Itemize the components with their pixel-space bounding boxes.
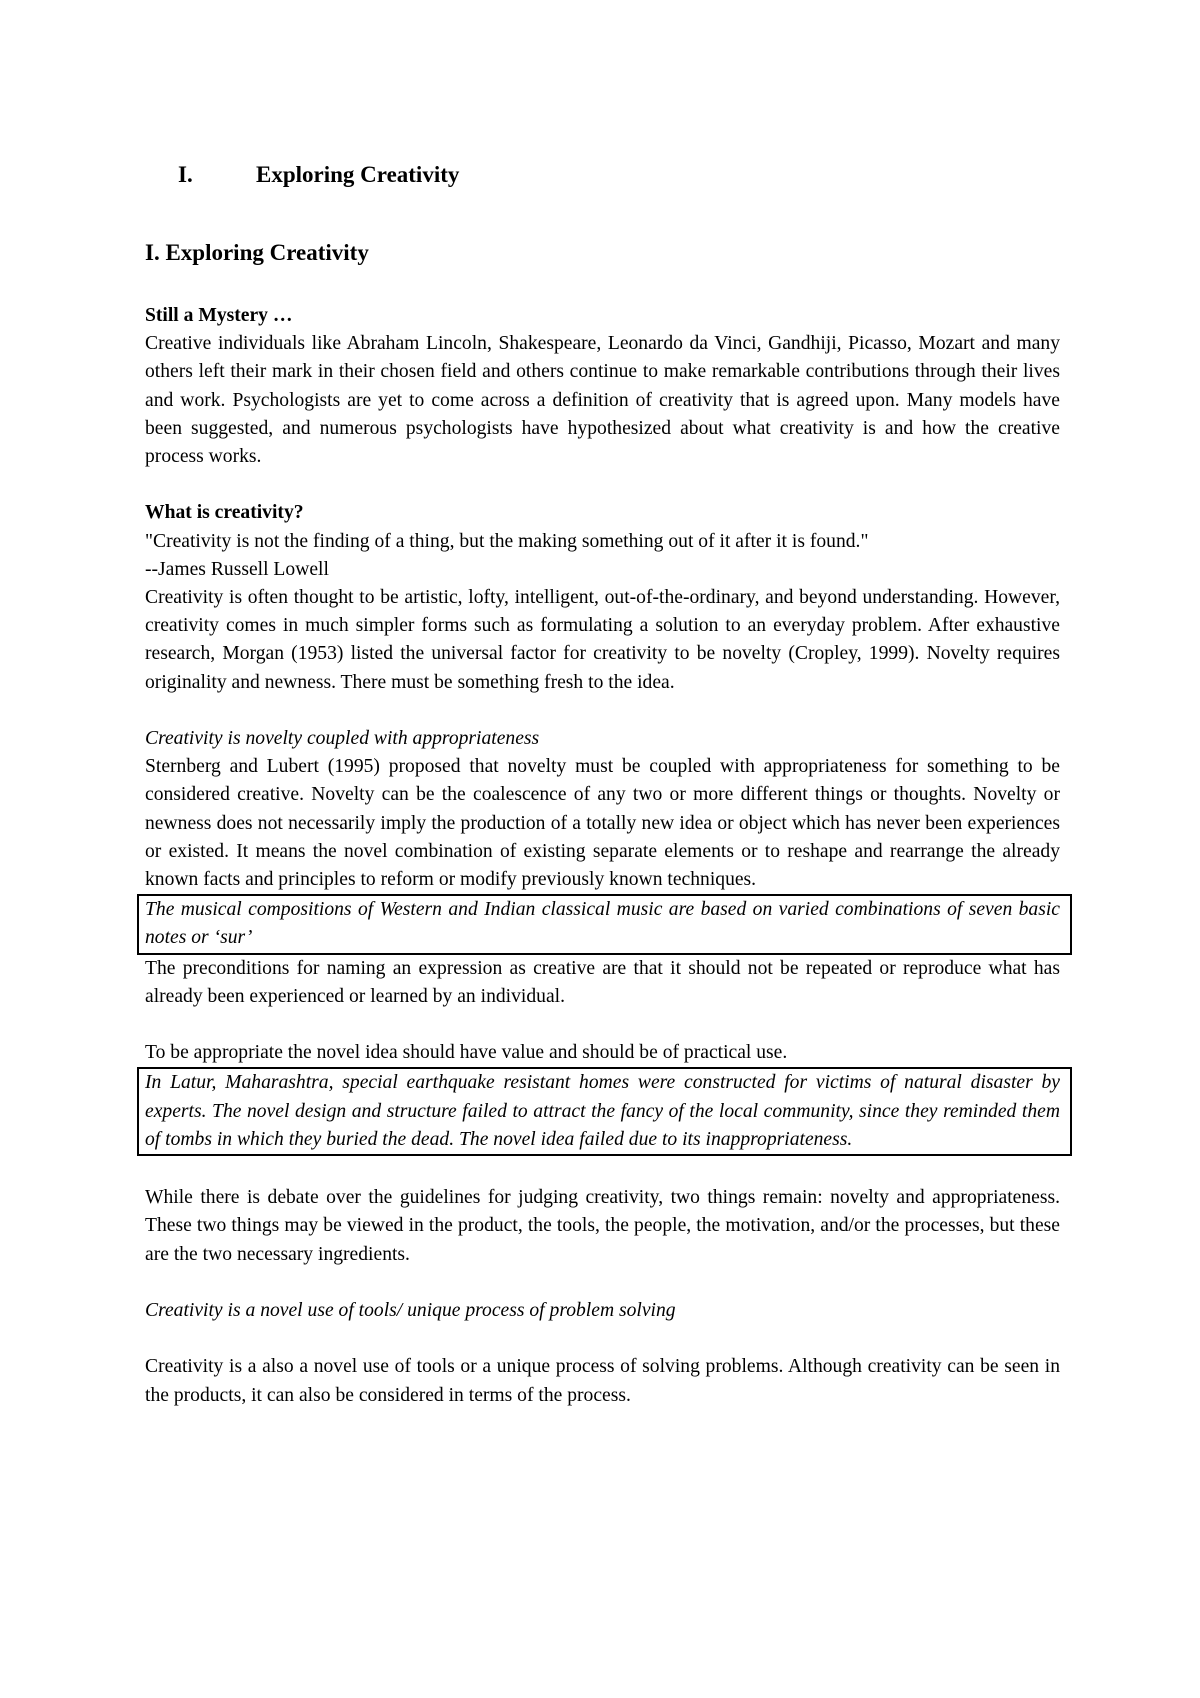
appropriateness-paragraph: To be appropriate the novel idea should have value and should be of practical use. <box>145 1042 788 1064</box>
document-page <box>145 0 1060 1698</box>
body-text <box>145 302 1060 1410</box>
quote-author: --James Russell Lowell <box>145 558 329 580</box>
preconditions-paragraph: The preconditions for naming an expression as creative are that it should not be repeated or reproduce what has already been experienced or learned by an individual. <box>145 957 1060 1007</box>
section-heading: I. Exploring Creativity <box>145 240 369 265</box>
lowell-quote: "Creativity is not the finding of a thing, but the making something out of it after it is found." <box>145 530 869 552</box>
novelty-title: Creativity is novelty coupled with appropriateness <box>145 728 540 750</box>
chapter-heading <box>178 160 459 190</box>
chapter-title: Exploring Creativity <box>256 162 460 187</box>
spacer <box>145 471 1060 499</box>
mystery-paragraph: Creative individuals like Abraham Lincoln, Shakespeare, Leonardo da Vinci, Gandhiji, Picasso, Mozart and many others left their mark in their chosen field and others continue to make remarkable contributions through their lives and work. Psychologists are yet to come across a definition of creativity that is agreed upon. Many models have been suggested, and numerous psychologists have hypothesized about what creativity is and how the creative process works. <box>145 333 1060 468</box>
spacer <box>145 697 1060 725</box>
what-is-creativity-paragraph: Creativity is often thought to be artistic, lofty, intelligent, out-of-the-ordinary, and beyond understanding. However, creativity comes in much simpler forms such as formulating a solution to an everyday problem. After exhaustive research, Morgan (1953) listed the universal factor for creativity to be novelty (Cropley, 1999). Novelty requires originality and newness. There must be something fresh to the idea. <box>145 587 1060 693</box>
spacer <box>145 1156 1060 1184</box>
latur-example-box <box>137 1067 1072 1156</box>
mystery-title: Still a Mystery … <box>145 305 293 326</box>
spacer <box>145 1011 1060 1039</box>
tools-title: Creativity is a novel use of tools/ unique process of problem solving <box>145 1300 676 1322</box>
music-example-text: The musical compositions of Western and Indian classical music are based on varied combinations of seven basic notes or ‘sur’ <box>145 899 1060 949</box>
what-is-creativity-title: What is creativity? <box>145 502 304 524</box>
novelty-paragraph: Sternberg and Lubert (1995) proposed that novelty must be coupled with appropriateness for something to be considered creative. Novelty can be the coalescence of any two or more different things or thoughts. Novelty or newness does not necessarily imply the production of a totally new idea or object which has never been experiences or existed. It means the novel combination of existing separate elements or to reshape and rearrange the already known facts and principles to reform or modify previously known techniques. <box>145 756 1060 891</box>
music-example-box <box>137 894 1072 954</box>
debate-paragraph: While there is debate over the guidelines for judging creativity, two things remain: novelty and appropriateness. These two things may be viewed in the product, the tools, the people, the motivation, and/or the processes, but these are the two necessary ingredients. <box>145 1187 1060 1265</box>
spacer <box>145 1325 1060 1353</box>
latur-example-text: In Latur, Maharashtra, special earthquake resistant homes were constructed for victims of natural disaster by experts. The novel design and structure failed to attract the fancy of the local community, since they reminded them of tombs in which they buried the dead. The novel idea failed due to its inappropriateness. <box>145 1072 1060 1150</box>
chapter-number: I. <box>178 162 193 187</box>
tools-paragraph: Creativity is a also a novel use of tools or a unique process of solving problems. Although creativity can be seen in the products, it can also be considered in terms of the process. <box>145 1356 1060 1406</box>
spacer <box>145 1269 1060 1297</box>
